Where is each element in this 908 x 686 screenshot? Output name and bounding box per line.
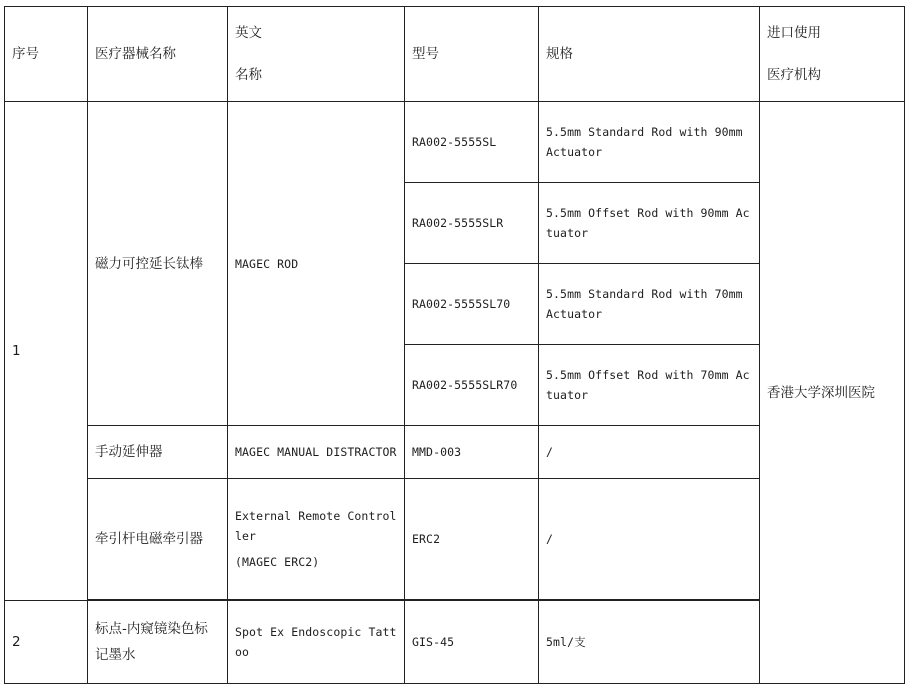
- header-hospital: [760, 7, 905, 102]
- device-name-cn-cell: 标点-内窥镜染色标记墨水: [88, 601, 228, 684]
- spec-cell: [539, 601, 760, 684]
- spec-cell: 5.5mm Standard Rod with 70mm Actuator: [539, 264, 760, 345]
- model-cell: ERC2: [405, 479, 539, 600]
- header-row: [5, 7, 905, 102]
- device-name-cn-cell: 手动延伸器: [88, 426, 228, 479]
- spec-cell: 5.5mm Standard Rod with 90mm Actuator: [539, 102, 760, 183]
- group-seq-cell: 2: [5, 601, 88, 684]
- model-cell: MMD-003: [405, 426, 539, 479]
- header-spec: 规格: [539, 7, 760, 102]
- device-name-en-line1: External Remote Controller: [235, 509, 397, 543]
- header-model: 型号: [405, 7, 539, 102]
- device-name-en-cell: MAGEC MANUAL DISTRACTOR: [228, 426, 405, 479]
- model-cell: RA002-5555SL70: [405, 264, 539, 345]
- device-name-cn-cell: 磁力可控延长钛棒: [88, 102, 228, 426]
- device-name-en-line2: (MAGEC ERC2): [235, 555, 320, 569]
- header-name-en-line1: 英文: [235, 25, 262, 41]
- model-cell: GIS-45: [405, 601, 539, 684]
- header-seq: 序号: [5, 7, 88, 102]
- device-name-cn-cell: 牵引杆电磁牵引器: [88, 479, 228, 600]
- device-name-en-cell: [228, 479, 405, 600]
- hospital-cell: 香港大学深圳医院: [760, 102, 905, 684]
- header-name-en-line2: 名称: [235, 67, 262, 83]
- spec-cell: /: [539, 479, 760, 600]
- header-hospital-line2: 医疗机构: [767, 67, 821, 83]
- header-hospital-line1: 进口使用: [767, 25, 821, 41]
- spec-cell: /: [539, 426, 760, 479]
- device-table: [4, 6, 905, 684]
- spec-text: 5ml/支: [546, 635, 586, 649]
- spec-cell: 5.5mm Offset Rod with 90mm Actuator: [539, 183, 760, 264]
- spec-cell: 5.5mm Offset Rod with 70mm Actuator: [539, 345, 760, 426]
- model-cell: RA002-5555SLR: [405, 183, 539, 264]
- header-name-en: [228, 7, 405, 102]
- device-name-en-cell: MAGEC ROD: [228, 102, 405, 426]
- model-cell: RA002-5555SLR70: [405, 345, 539, 426]
- model-cell: RA002-5555SL: [405, 102, 539, 183]
- group-seq-cell: 1: [5, 102, 88, 601]
- table-row: [5, 102, 905, 183]
- header-name-cn: 医疗器械名称: [88, 7, 228, 102]
- device-name-en-cell: Spot Ex Endoscopic Tattoo: [228, 601, 405, 684]
